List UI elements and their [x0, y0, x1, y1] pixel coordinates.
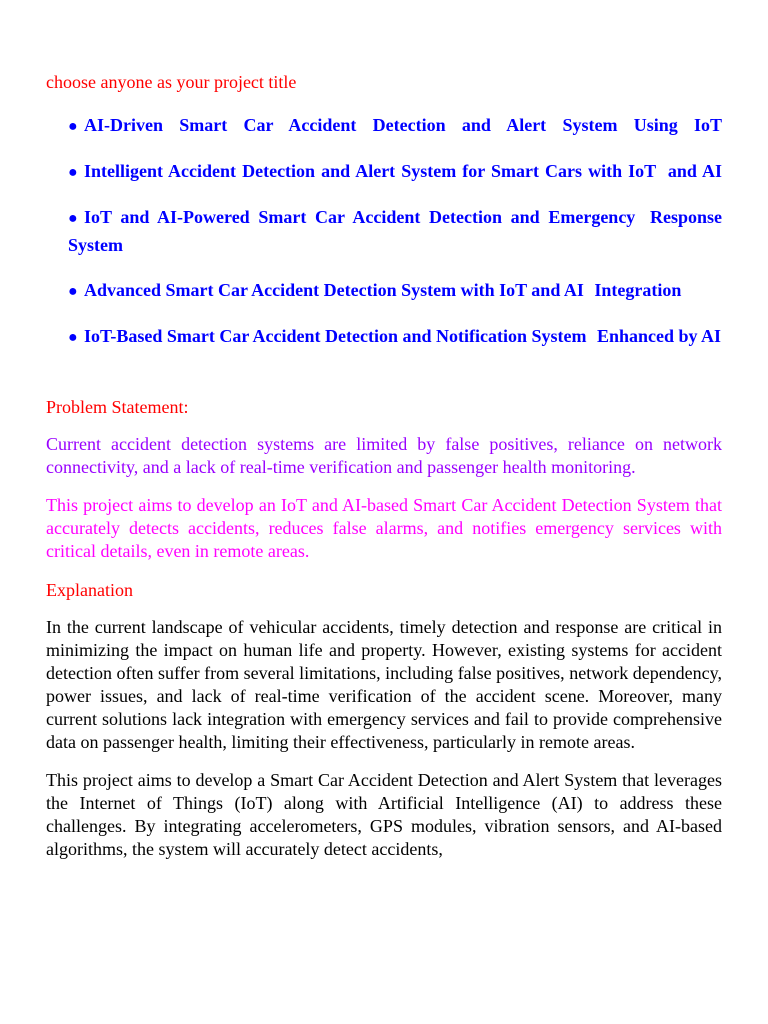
bullet-icon: ● [68, 118, 78, 135]
title-line-continued: Enhanced by AI [596, 326, 722, 346]
title-line: IoT and AI-Powered Smart Car Accident Detection and Emergency [84, 207, 636, 227]
intro-text: choose anyone as your project title [46, 72, 297, 92]
explanation-paragraph-2: This project aims to develop a Smart Car Accident Detection and Alert System that leverages the Internet of Things (IoT) along with Artificial Intelligence (AI) to address these challenges. By integrating accelerometers, GPS modules, vibration sensors, and AI-based algorithms, the system will accurately detect accidents, [46, 770, 722, 859]
list-item [68, 323, 722, 351]
bullet-icon: ● [68, 210, 78, 227]
title-line-continued: Response System [68, 207, 722, 255]
title-line: Intelligent Accident Detection and Alert System for Smart Cars with IoT [84, 161, 656, 181]
list-item [68, 112, 722, 140]
list-item [68, 277, 722, 305]
bullet-icon: ● [68, 164, 78, 181]
list-item [68, 158, 722, 186]
problem-statement-heading: Problem Statement: [46, 397, 189, 417]
document-page [46, 70, 722, 876]
bullet-icon: ● [68, 329, 78, 346]
title-line: AI-Driven Smart Car Accident Detection and Alert System Using IoT [84, 115, 722, 135]
bullet-icon: ● [68, 283, 78, 300]
explanation-heading: Explanation [46, 580, 133, 600]
title-line: Advanced Smart Car Accident Detection System with IoT and AI [84, 280, 584, 300]
project-title-list [46, 112, 722, 351]
title-line: IoT-Based Smart Car Accident Detection and Notification System [84, 326, 587, 346]
title-line-continued: and AI [667, 161, 722, 181]
explanation-paragraph: In the current landscape of vehicular accidents, timely detection and response are critical in minimizing the impact on human life and property. However, existing systems for accident detection often suffer from several limitations, including false positives, network dependency, power issues, and lack of real-time verification of the accident scene. Moreover, many current solutions lack integration with emergency services and fail to provide comprehensive data on passenger health, limiting their effectiveness, particularly in remote areas. [46, 617, 722, 752]
list-item [68, 204, 722, 259]
problem-statement-paragraph: Current accident detection systems are limited by false positives, reliance on network connectivity, and a lack of real-time verification and passenger health monitoring. [46, 434, 722, 477]
project-aim-paragraph: This project aims to develop an IoT and AI-based Smart Car Accident Detection System that accurately detects accidents, reduces false alarms, and notifies emergency services with critical details, even in remote areas. [46, 495, 722, 561]
title-line-continued: Integration [594, 280, 682, 300]
